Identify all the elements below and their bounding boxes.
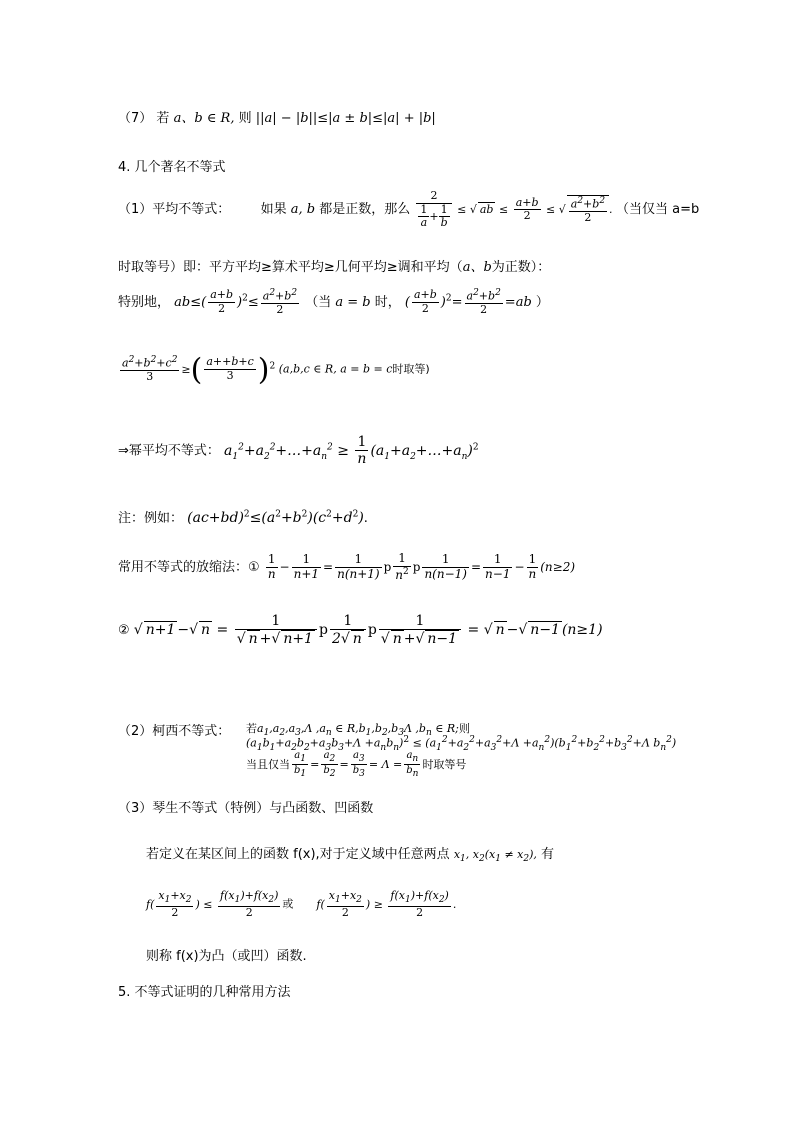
note-ineq: $(ac+bd)^2\le(a^2+b^2)(c^2+d^2)$ (187, 509, 364, 526)
special-cond: a = b (335, 294, 371, 310)
cauchy-line3-pre: 当且仅当 (246, 757, 290, 771)
special-line (118, 288, 549, 317)
three-line (118, 352, 430, 387)
note-line (118, 507, 368, 526)
mean-label: （1）平均不等式： (118, 201, 231, 217)
jensen-def1-line: 若定义在某区间上的函数 f(x),对于定义域中任意两点 $x_1$, $x_2(x_1 \ne x_2)$, 有 (146, 847, 555, 865)
mean-line (118, 190, 699, 230)
scale1-line (118, 552, 575, 583)
section5-title: 5. 不等式证明的几种常用方法 (118, 985, 291, 1000)
scale1-formula: $\frac{1}{n}$ − $\frac{1}{n+1}$ = $\frac{1}{n(n+1)}$ p $\frac{1}{n^2}$ p $\frac{1}{n(n-1)}$ = $\frac{1}{n-1}$ − $\frac{1}{n}$ (n≥2) (267, 551, 576, 582)
cauchy-line3: 当且仅当 $\frac{a_1}{b_1}$ = $\frac{a_2}{b_2}$ = $\frac{a_3}{b_3}$ = Λ = $\frac{a_n}{b_n}$ 时取等号 (246, 750, 467, 780)
special-time: 时， (374, 294, 401, 310)
item7-math2: ||a| − |b||≤|a ± b|≤|a| + |b| (255, 111, 436, 126)
mean-chain: 2 $\frac{1}{a}$ + $\frac{1}{b}$ ≤ √ ab ≤ $\frac{a+b}{2}$ ≤ √ $\frac{a^2+b^2}{2}$ . (414, 203, 616, 216)
three-cond-end: 时取等) (392, 362, 430, 376)
cauchy-label: （2）柯西不等式： (118, 724, 231, 739)
item7-math1: a、b ∈ R, (173, 111, 235, 126)
mean-vars: a, b (290, 201, 316, 217)
power-ineq: $a_1^2+a_2^2+\dots+a_n^2$ ≥ $\frac{1}{n}$ $(a_1+a_2+\dots+a_n)^2$ (224, 434, 479, 468)
three-cond: (a,b,c ∈ R, a = b = c (278, 362, 393, 376)
scale2-line (118, 613, 603, 647)
scale-label: 常用不等式的放缩法： (118, 559, 249, 575)
cauchy-line3-end: 时取等号 (422, 757, 467, 771)
mean-text2: 都是正数，那么 (319, 201, 411, 217)
special-eq: ( $\frac{a+b}{2}$ )$^2$= $\frac{a^2+b^2}{2}$ =ab (404, 288, 532, 317)
mean-note2: 时取等号）即：平方平均≥算术平均≥几何平均≥调和平均（ (118, 260, 463, 275)
power-label: ⇒幂平均不等式： (118, 443, 220, 459)
section4-title: 4. 几个著名不等式 (118, 160, 226, 175)
mean-note2-vars: a、b (462, 260, 492, 275)
cauchy-line1: 若$a_1,a_2,a_3,\Lambda$ $,a_n$ ∈ $R,b_1,b_2,b_3\Lambda$ $,b_n$ ∈ R;则 (246, 722, 470, 739)
special-when: （当 (305, 294, 332, 310)
scale-circle1: ① (248, 559, 260, 575)
jensen-label: （3）琴生不等式（特例）与凸函数、凹函数 (118, 801, 374, 816)
cauchy-line2: $(a_1b_1+a_2b_2+a_3b_3+\Lambda +a_nb_n)^2 \le (a_1^2+a_2^2+a_3^2+\Lambda +a_n^2)(b_1^2+b_2^2+b_3^2+\Lambda$ $b_n^2$) (246, 735, 677, 753)
jensen-formula-line: f( $\frac{x_1+x_2}{2}$ ) ≤ $\frac{f(x_1)+f(x_2)}{2}$ 或 f( $\frac{x_1+x_2}{2}$ ) ≥ $\frac{f(x_1)+f(x_2)}{2}$ . (146, 889, 457, 919)
special-close: ） (535, 294, 549, 310)
mean-note2-end: 为正数）： (491, 260, 551, 275)
mean-note-line (118, 256, 550, 275)
cauchy-line1-end: 则 (458, 722, 470, 735)
jensen-def1-end: 有 (541, 847, 555, 862)
power-line (118, 434, 479, 467)
jensen-or: 或 (282, 897, 294, 911)
jensen-def1: 若定义在某区间上的函数 f(x),对于定义域中任意两点 (146, 847, 450, 862)
special-ineq: ab≤( $\frac{a+b}{2}$ )$^2$≤ $\frac{a^2+b^2}{2}$ (174, 288, 298, 317)
note-end: . (363, 511, 368, 526)
jensen-conclusion: 则称 f(x)为凸（或凹）函数. (146, 949, 307, 964)
item7-text2: 则 (238, 111, 252, 126)
cauchy-line1-pre: 若 (246, 722, 257, 735)
note-label: 注：例如： (118, 511, 184, 526)
scale-circle2: ② (118, 623, 130, 639)
scale2-formula: √ n+1 −√ n = $\frac{1}{√ n +√ n+1}$ p $\frac{1}{2√ n}$ p $\frac{1}{√ n +√ n-1}$ = √ n −√ n−1 (n≥1) (133, 613, 603, 648)
item7-line (118, 107, 436, 126)
mean-text1: 如果 (260, 201, 287, 217)
three-ineq: $\frac{a^2+b^2+c^2}{3}$ ≥( $\frac{a++b+c}{3}$ )$^2$ (122, 352, 276, 387)
item7-text1: 若 (156, 111, 170, 126)
mean-note1: （当仅当 a=b (616, 201, 700, 217)
special-label: 特别地， (118, 294, 171, 310)
item7-label: （7） (118, 111, 153, 126)
